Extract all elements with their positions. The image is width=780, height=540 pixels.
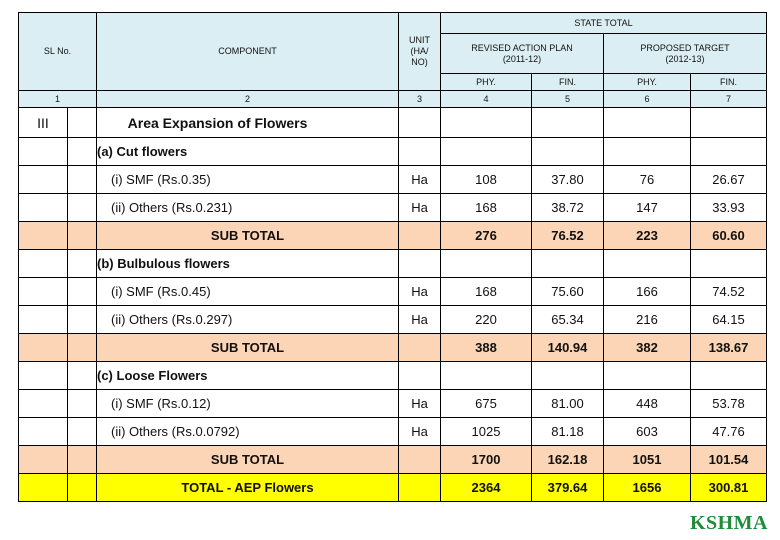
rap-fin-cell: 81.18 — [532, 418, 604, 446]
subtotal-rap-phy: 276 — [441, 222, 532, 250]
total-row — [19, 474, 767, 502]
group-title: (c) Loose Flowers — [97, 362, 399, 390]
group-title-row — [19, 250, 767, 278]
total-label: TOTAL - AEP Flowers — [97, 474, 399, 502]
component-cell: (i) SMF (Rs.0.35) — [97, 166, 399, 194]
table-row — [19, 166, 767, 194]
subtotal-rap-fin: 140.94 — [532, 334, 604, 362]
pt-phy-cell: 76 — [604, 166, 691, 194]
header-rap-fin: FIN. — [532, 74, 604, 91]
unit-cell: Ha — [399, 418, 441, 446]
section-sl: III — [19, 108, 68, 138]
subtotal-row — [19, 334, 767, 362]
component-cell: (ii) Others (Rs.0.231) — [97, 194, 399, 222]
pt-phy-cell: 216 — [604, 306, 691, 334]
subtotal-pt-fin: 101.54 — [691, 446, 767, 474]
table-row — [19, 390, 767, 418]
header-unit: UNIT (HA/ NO) — [399, 13, 441, 91]
unit-cell: Ha — [399, 166, 441, 194]
total-rap-phy: 2364 — [441, 474, 532, 502]
table-row — [19, 418, 767, 446]
header-sl-no: SL No. — [19, 13, 97, 91]
subtotal-pt-phy: 223 — [604, 222, 691, 250]
subtotal-label: SUB TOTAL — [97, 222, 399, 250]
subtotal-pt-fin: 138.67 — [691, 334, 767, 362]
table-row — [19, 278, 767, 306]
rap-phy-cell: 168 — [441, 194, 532, 222]
unit-cell: Ha — [399, 390, 441, 418]
header-rap-phy: PHY. — [441, 74, 532, 91]
component-cell: (i) SMF (Rs.0.45) — [97, 278, 399, 306]
col-number-2: 2 — [97, 91, 399, 108]
kshma-logo: KSHMA — [689, 512, 768, 534]
header-revised-action-plan: REVISED ACTION PLAN (2011-12) — [441, 34, 604, 74]
col-number-7: 7 — [691, 91, 767, 108]
rap-phy-cell: 108 — [441, 166, 532, 194]
rap-phy-cell: 675 — [441, 390, 532, 418]
col-number-6: 6 — [604, 91, 691, 108]
pt-fin-cell: 74.52 — [691, 278, 767, 306]
unit-cell: Ha — [399, 278, 441, 306]
component-cell: (ii) Others (Rs.0.0792) — [97, 418, 399, 446]
col-number-1: 1 — [19, 91, 97, 108]
header-pt-phy: PHY. — [604, 74, 691, 91]
rap-fin-cell: 75.60 — [532, 278, 604, 306]
col-number-4: 4 — [441, 91, 532, 108]
pt-fin-cell: 64.15 — [691, 306, 767, 334]
component-cell: (ii) Others (Rs.0.297) — [97, 306, 399, 334]
header-proposed-target: PROPOSED TARGET (2012-13) — [604, 34, 767, 74]
subtotal-row — [19, 222, 767, 250]
component-cell: (i) SMF (Rs.0.12) — [97, 390, 399, 418]
rap-fin-cell: 65.34 — [532, 306, 604, 334]
table-row — [19, 194, 767, 222]
col-number-3: 3 — [399, 91, 441, 108]
subtotal-rap-fin: 76.52 — [532, 222, 604, 250]
total-pt-fin: 300.81 — [691, 474, 767, 502]
subtotal-rap-fin: 162.18 — [532, 446, 604, 474]
pt-phy-cell: 166 — [604, 278, 691, 306]
subtotal-label: SUB TOTAL — [97, 334, 399, 362]
header-state-total: STATE TOTAL — [441, 13, 767, 34]
header-pt-fin: FIN. — [691, 74, 767, 91]
rap-fin-cell: 38.72 — [532, 194, 604, 222]
group-title: (a) Cut flowers — [97, 138, 399, 166]
subtotal-rap-phy: 388 — [441, 334, 532, 362]
rap-phy-cell: 1025 — [441, 418, 532, 446]
unit-cell: Ha — [399, 306, 441, 334]
group-title-row — [19, 138, 767, 166]
subtotal-label: SUB TOTAL — [97, 446, 399, 474]
rap-phy-cell: 220 — [441, 306, 532, 334]
subtotal-pt-phy: 382 — [604, 334, 691, 362]
table-row — [19, 306, 767, 334]
group-title-row — [19, 362, 767, 390]
group-title: (b) Bulbulous flowers — [97, 250, 399, 278]
flowers-area-expansion-table — [18, 12, 767, 502]
rap-fin-cell: 81.00 — [532, 390, 604, 418]
pt-phy-cell: 147 — [604, 194, 691, 222]
pt-fin-cell: 47.76 — [691, 418, 767, 446]
total-pt-phy: 1656 — [604, 474, 691, 502]
pt-phy-cell: 448 — [604, 390, 691, 418]
header-component: COMPONENT — [97, 13, 399, 91]
section-title: Area Expansion of Flowers — [97, 108, 399, 138]
pt-fin-cell: 53.78 — [691, 390, 767, 418]
pt-phy-cell: 603 — [604, 418, 691, 446]
subtotal-row — [19, 446, 767, 474]
subtotal-rap-phy: 1700 — [441, 446, 532, 474]
total-rap-fin: 379.64 — [532, 474, 604, 502]
rap-phy-cell: 168 — [441, 278, 532, 306]
unit-cell: Ha — [399, 194, 441, 222]
pt-fin-cell: 33.93 — [691, 194, 767, 222]
subtotal-pt-fin: 60.60 — [691, 222, 767, 250]
rap-fin-cell: 37.80 — [532, 166, 604, 194]
subtotal-pt-phy: 1051 — [604, 446, 691, 474]
pt-fin-cell: 26.67 — [691, 166, 767, 194]
col-number-5: 5 — [532, 91, 604, 108]
